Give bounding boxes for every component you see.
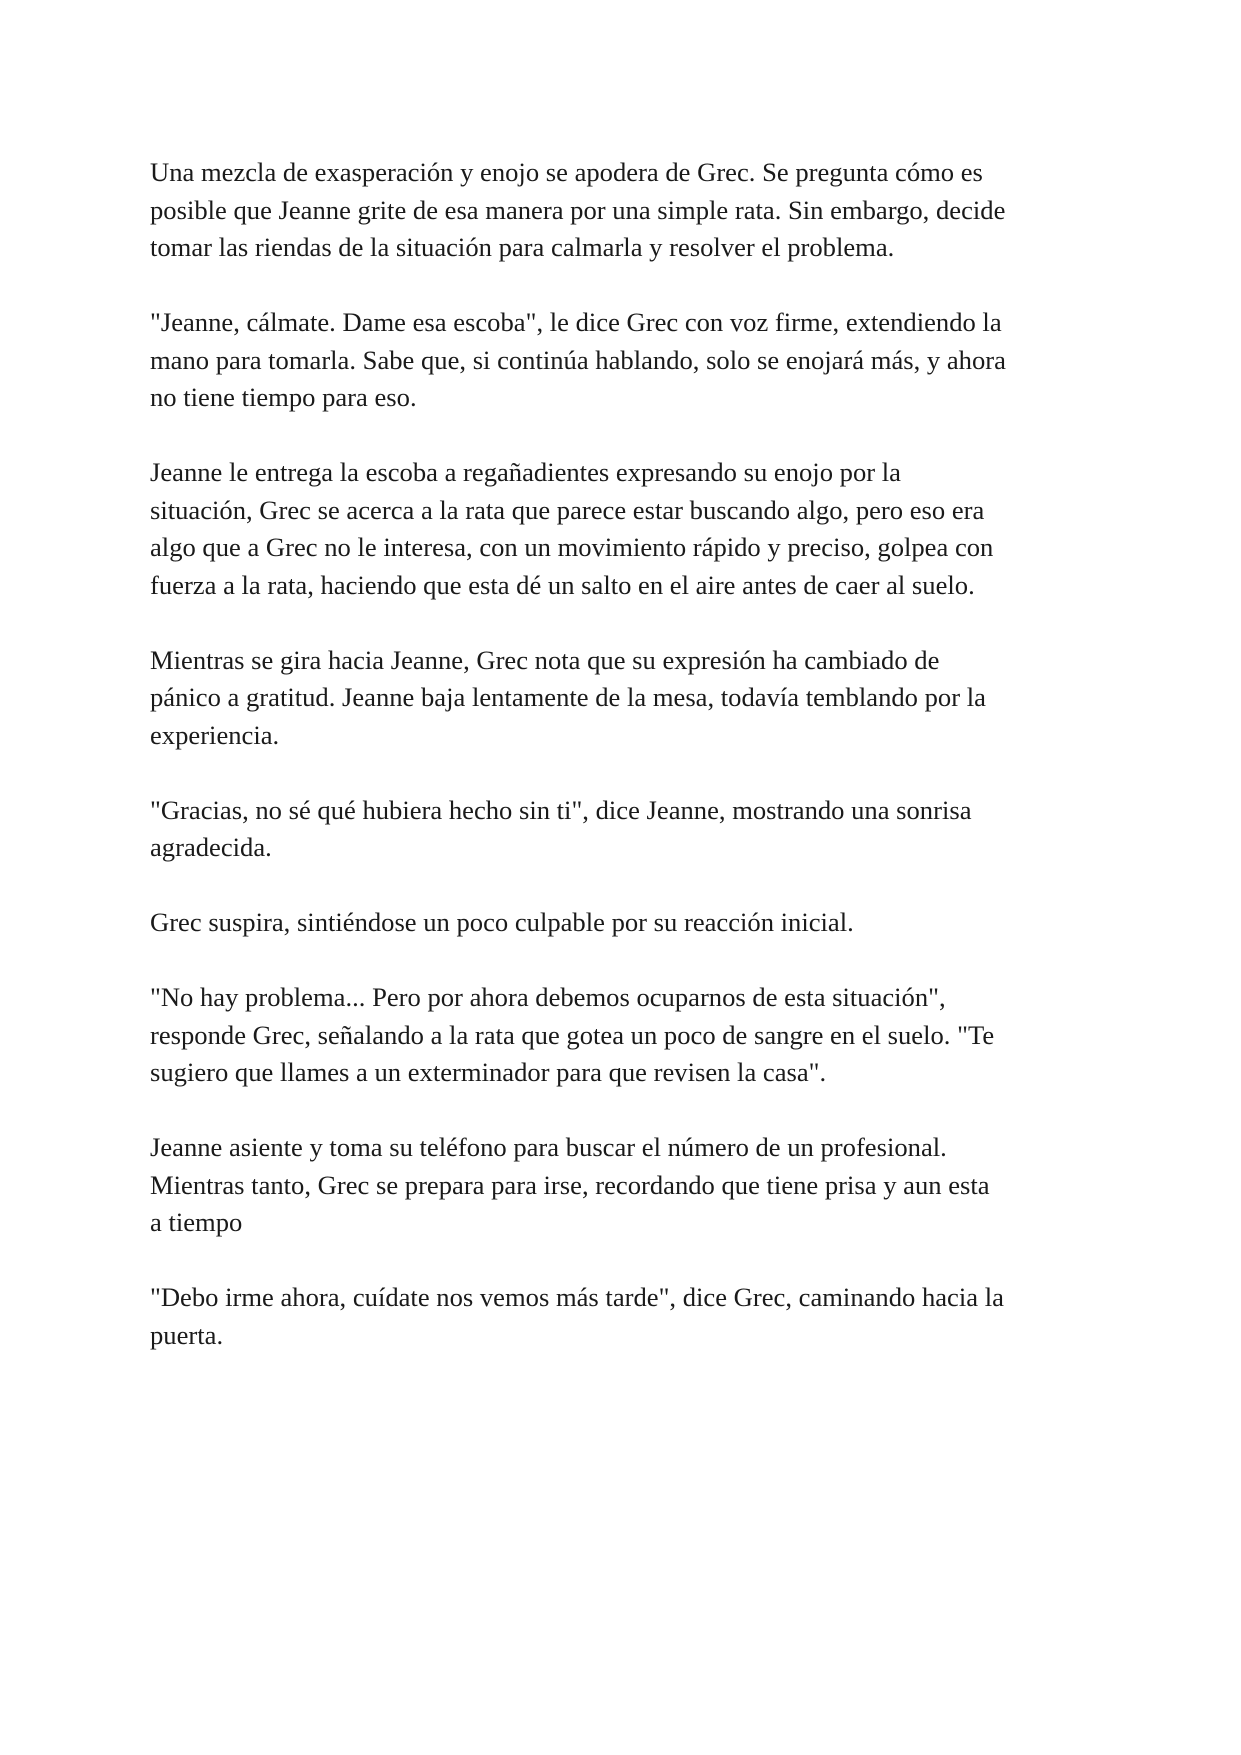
paragraph: "Jeanne, cálmate. Dame esa escoba", le dice Grec con voz firme, extendiendo la mano para tomarla. Sabe que, si continúa hablando, solo se enojará más, y ahora no tiene tiempo para eso. xyxy=(150,307,1006,412)
paragraph: "Gracias, no sé qué hubiera hecho sin ti", dice Jeanne, mostrando una sonrisa agradecida. xyxy=(150,794,972,862)
paragraph: Jeanne asiente y toma su teléfono para buscar el número de un profesional. Mientras tanto, Grec se prepara para irse, recordando que tiene prisa y aun esta a tiempo xyxy=(150,1132,990,1237)
paragraph: Mientras se gira hacia Jeanne, Grec nota que su expresión ha cambiado de pánico a gratitud. Jeanne baja lentamente de la mesa, todavía temblando por la experiencia. xyxy=(150,644,986,750)
document-body xyxy=(150,154,1100,1392)
paragraph: Jeanne le entrega la escoba a regañadientes expresando su enojo por la situación, Grec se acerca a la rata que parece estar buscando algo, pero eso era algo que a Grec no le interesa, con un movimiento rápido y preciso, golpea con fuerza a la rata, haciendo que esta dé un salto en el aire antes de caer al suelo. xyxy=(150,457,994,600)
paragraph: "No hay problema... Pero por ahora debemos ocuparnos de esta situación", responde Grec, señalando a la rata que gotea un poco de sangre en el suelo. "Te sugiero que llames a un exterminador para que revisen la casa". xyxy=(150,982,995,1087)
paragraph: Una mezcla de exasperación y enojo se apodera de Grec. Se pregunta cómo es posible que Jeanne grite de esa manera por una simple rata. Sin embargo, decide tomar las riendas de la situación para calmarla y resolver el problema. xyxy=(150,157,1006,262)
paragraph: "Debo irme ahora, cuídate nos vemos más tarde", dice Grec, caminando hacia la puerta. xyxy=(150,1282,1004,1350)
paragraph: Grec suspira, sintiéndose un poco culpable por su reacción inicial. xyxy=(150,907,854,937)
